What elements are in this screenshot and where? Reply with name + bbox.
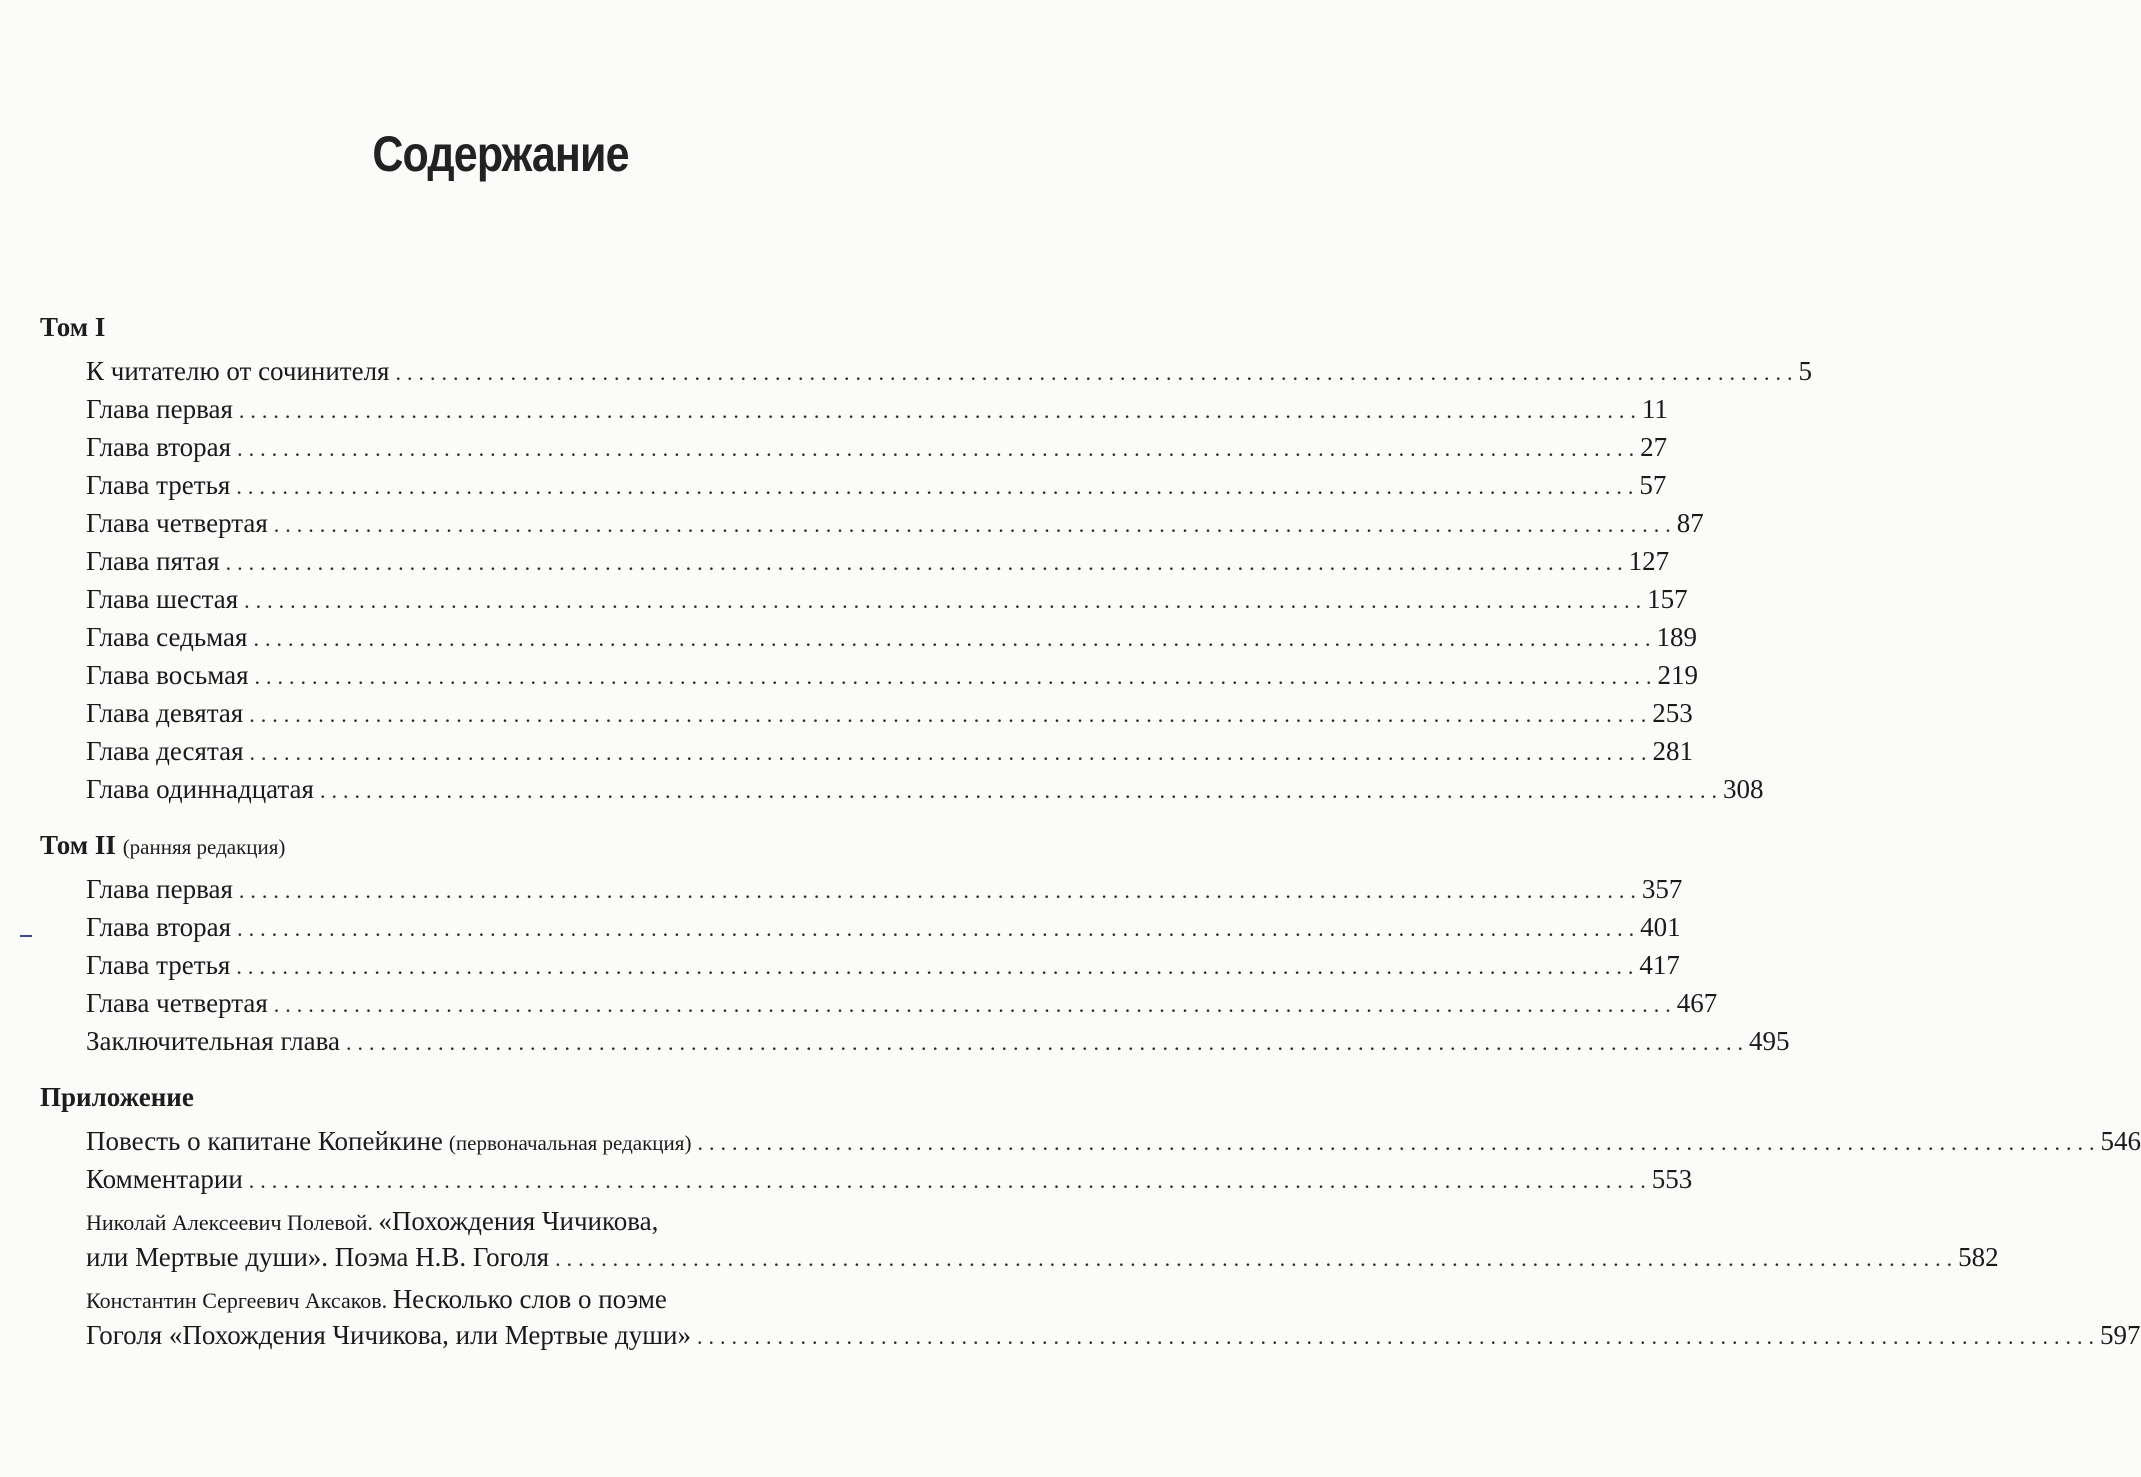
toc-entry-title: Глава восьмая [86, 660, 249, 690]
dot-leader: .......................................................................................................................... [254, 664, 1658, 689]
dot-leader: .......................................................................................................................... [249, 702, 1653, 727]
dot-leader: .......................................................................................................................... [225, 550, 1629, 575]
dot-leader: .......................................................................................................................... [395, 360, 1799, 385]
toc-entry-page: 281 [1652, 736, 1693, 766]
toc-entry[interactable] [86, 622, 1697, 658]
toc-entry-page: 11 [1641, 394, 1668, 424]
toc-entry-title: Глава четвертая [86, 988, 268, 1018]
toc-entry-page: 597 [2099, 1320, 2141, 1350]
toc-entry-title: Глава шестая [86, 584, 239, 614]
toc-entry-page: 546 [2100, 1126, 2141, 1156]
volume-2-heading-label: Том II [40, 830, 116, 860]
toc-entry-page: 27 [1640, 432, 1668, 462]
appendix-heading: Приложение [40, 1082, 194, 1112]
toc-entry[interactable] [86, 546, 1670, 582]
dot-leader: .......................................................................................................................... [238, 398, 1642, 423]
toc-entry-page: 253 [1652, 698, 1693, 728]
dot-leader: .......................................................................................................................... [319, 778, 1723, 803]
toc-entry-title: Глава одиннадцатая [86, 774, 314, 804]
toc-entry-author: Николай Алексеевич Полевой. [86, 1210, 373, 1235]
toc-entry-title-continued: или Мертвые души». Поэма Н.В. Гоголя [86, 1242, 550, 1272]
toc-entry-page: 87 [1676, 508, 1704, 538]
toc-entry-title: Глава девятая [86, 698, 244, 728]
dot-leader: .......................................................................................................................... [273, 992, 1677, 1017]
toc-entry-title: Заключительная глава [86, 1026, 340, 1056]
toc-entry-title: Глава седьмая [86, 622, 248, 652]
toc-entry-page: 57 [1639, 470, 1667, 500]
toc-entry-page: 357 [1641, 874, 1683, 904]
page-title: Содержание [372, 126, 629, 182]
toc-entry[interactable] [86, 356, 1812, 392]
dot-leader: .......................................................................................................................... [244, 588, 1648, 613]
dot-leader: .......................................................................................................................... [238, 878, 1642, 903]
toc-entry-note: (первоначальная редакция) [448, 1131, 692, 1155]
toc-entry[interactable] [86, 698, 1693, 734]
toc-entry[interactable] [86, 584, 1688, 620]
toc-entry[interactable] [86, 1026, 1790, 1062]
toc-entry-title: Глава вторая [86, 432, 232, 462]
toc-entry-page: 189 [1656, 622, 1697, 652]
volume-1-heading: Том I [40, 312, 106, 342]
dot-leader: .......................................................................................................................... [253, 626, 1657, 651]
toc-entry[interactable] [86, 736, 1693, 772]
dot-leader: .......................................................................................................................... [696, 1324, 2100, 1349]
toc-entry[interactable] [86, 988, 1718, 1024]
toc-entry-second-line[interactable] [86, 1242, 1999, 1278]
volume-2-note: (ранняя редакция) [122, 835, 286, 859]
toc-entry-title: Глава четвертая [86, 508, 268, 538]
toc-entry-second-line[interactable] [86, 1320, 2141, 1356]
toc-entry[interactable] [86, 774, 1764, 810]
toc-entry[interactable] [86, 660, 1699, 696]
dot-leader: .......................................................................................................................... [236, 474, 1640, 499]
toc-entry-title: Глава первая [86, 874, 233, 904]
toc-entry[interactable] [86, 912, 1681, 948]
toc-entry-title: Глава третья [86, 470, 231, 500]
toc-entry-page: 5 [1798, 356, 1812, 386]
dot-leader: .......................................................................................................................... [555, 1246, 1959, 1271]
toc-entry-page: 467 [1676, 988, 1718, 1018]
toc-entry-title: Повесть о капитане Копейкине [86, 1126, 443, 1156]
toc-entry-title: Глава третья [86, 950, 231, 980]
volume-2-heading [40, 830, 285, 861]
toc-entry-page: 157 [1647, 584, 1688, 614]
toc-entry[interactable] [86, 432, 1668, 468]
toc-entry-first-line[interactable] [86, 1284, 667, 1315]
dot-leader: .......................................................................................................................... [236, 954, 1640, 979]
toc-entry[interactable] [86, 950, 1680, 986]
toc-entry-title: Глава первая [86, 394, 233, 424]
toc-entry-title: К читателю от сочинителя [86, 356, 390, 386]
toc-entry-title: Глава десятая [86, 736, 244, 766]
toc-entry[interactable] [86, 1164, 1693, 1200]
toc-entry-first-line[interactable] [86, 1206, 658, 1237]
toc-entry[interactable] [86, 470, 1667, 506]
toc-entry[interactable] [86, 394, 1668, 430]
dot-leader: .......................................................................................................................... [237, 916, 1641, 941]
dot-leader: .......................................................................................................................... [249, 740, 1653, 765]
toc-entry-page: 127 [1628, 546, 1670, 576]
toc-entry-page: 495 [1748, 1026, 1790, 1056]
toc-entry[interactable] [86, 1126, 2141, 1162]
dot-leader: .......................................................................................................................... [345, 1030, 1749, 1055]
toc-entry-title: Глава вторая [86, 912, 232, 942]
dot-leader: .......................................................................................................................... [697, 1130, 2101, 1155]
dot-leader: .......................................................................................................................... [237, 436, 1641, 461]
toc-entry-title: «Похождения Чичикова, [378, 1206, 659, 1236]
toc-entry-author: Константин Сергеевич Аксаков. [86, 1288, 388, 1313]
toc-entry-title-continued: Гоголя «Похождения Чичикова, или Мертвые души» [86, 1320, 691, 1350]
dot-leader: .......................................................................................................................... [273, 512, 1677, 537]
toc-entry-title: Глава пятая [86, 546, 220, 576]
toc-entry[interactable] [86, 508, 1704, 544]
toc-entry-page: 219 [1657, 660, 1699, 690]
dot-leader: .......................................................................................................................... [248, 1168, 1652, 1193]
toc-entry[interactable] [86, 874, 1683, 910]
margin-mark [20, 935, 32, 937]
toc-entry-title: Комментарии [86, 1164, 243, 1194]
toc-entry-page: 553 [1651, 1164, 1693, 1194]
toc-entry-page: 417 [1639, 950, 1680, 980]
toc-entry-page: 401 [1640, 912, 1681, 942]
toc-entry-page: 582 [1958, 1242, 1999, 1272]
toc-entry-title: Несколько слов о поэме [392, 1284, 667, 1314]
toc-entry-page: 308 [1722, 774, 1764, 804]
